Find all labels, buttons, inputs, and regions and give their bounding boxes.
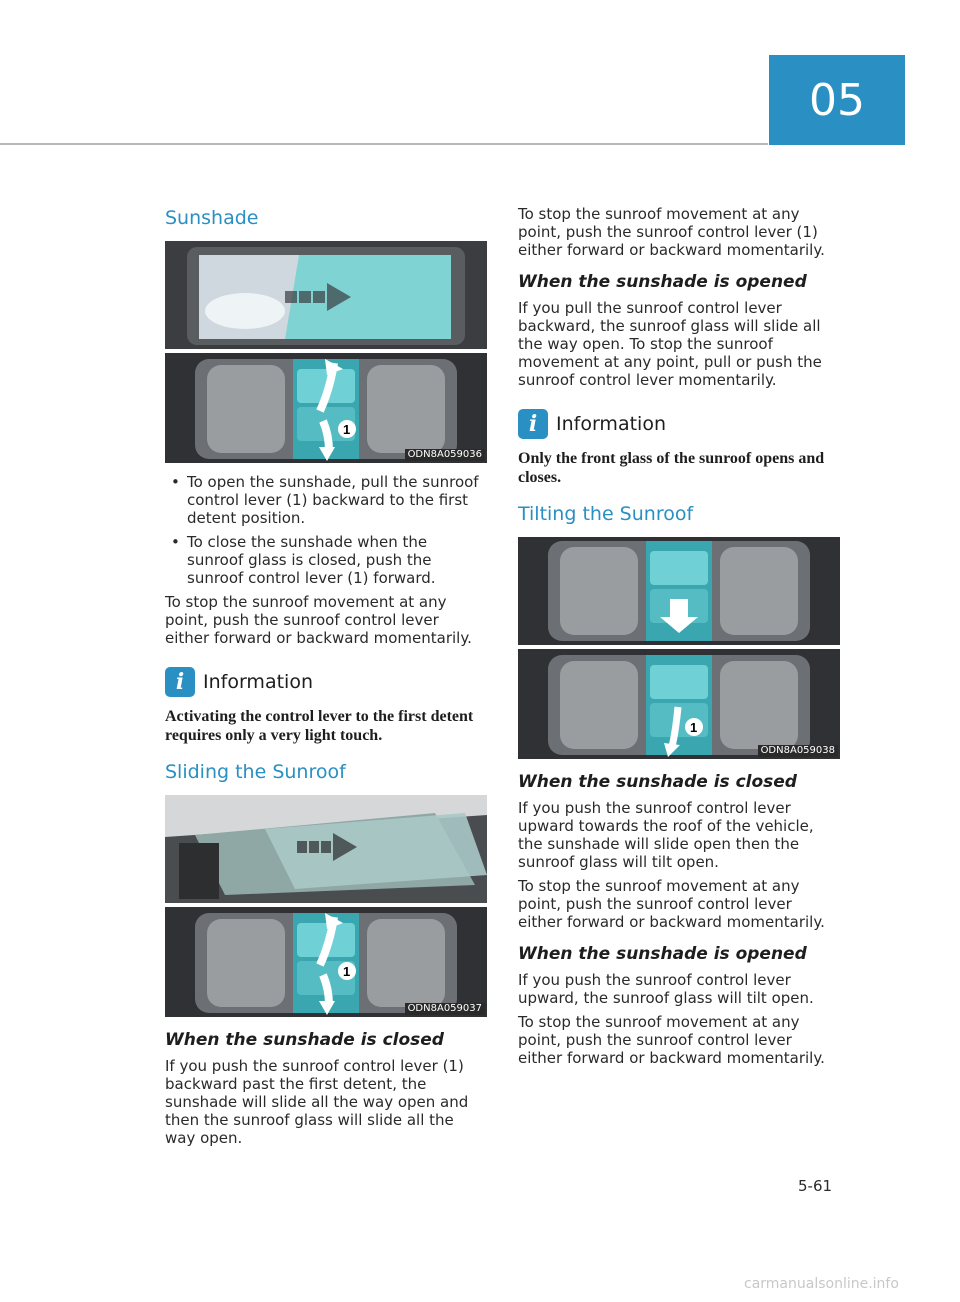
paragraph: If you push the sunroof control lever (1) backward past the first detent, the sunshade will slide all the way open and then the sunroof glass will slide all the way open. [165, 1057, 469, 1147]
subheading: When the sunshade is closed [518, 772, 797, 792]
sunshade-figure [165, 241, 487, 463]
right-column [518, 205, 840, 1073]
sliding-figure [165, 795, 487, 1017]
info-box [165, 667, 487, 745]
tilting-heading: Tilting the Sunroof [518, 503, 694, 525]
page-number: 5-61 [798, 1177, 833, 1195]
info-text: Activating the control lever to the first detent requires only a very light touch. [165, 708, 474, 744]
paragraph: To stop the sunroof movement at any point, push the sunroof control lever either forward or backward momentarily. [518, 1013, 825, 1067]
subheading: When the sunshade is opened [518, 944, 807, 964]
watermark: carmanualsonline.info [744, 1276, 899, 1292]
header-rule [0, 143, 768, 145]
sliding-illustration [165, 795, 487, 1017]
info-icon: i [518, 409, 548, 439]
paragraph: To stop the sunroof movement at any point, push the sunroof control lever either forward or backward momentarily. [518, 877, 825, 931]
figure-code: ODN8A059038 [758, 745, 838, 757]
left-column [165, 205, 487, 1153]
subheading: When the sunshade is closed [165, 1030, 444, 1050]
callout-number: 1 [690, 720, 698, 735]
sunshade-heading: Sunshade [165, 207, 259, 229]
paragraph: To stop the sunroof movement at any point, push the sunroof control lever either forward or backward momentarily. [165, 593, 472, 647]
sunshade-bullets [165, 473, 487, 587]
callout-number: 1 [343, 964, 351, 979]
sliding-heading: Sliding the Sunroof [165, 761, 346, 783]
paragraph: If you pull the sunroof control lever backward, the sunroof glass will slide all the way open. To stop the sunroof movement at any point, pull or push the sunroof control lever momentarily. [518, 299, 822, 389]
info-title: Information [203, 671, 313, 693]
tilting-figure [518, 537, 840, 759]
list-item: • To close the sunshade when the sunroof glass is closed, push the sunroof control lever (1) forward. [171, 533, 436, 587]
paragraph: To stop the sunroof movement at any point, push the sunroof control lever (1) either forward or backward momentarily. [518, 205, 825, 259]
info-icon: i [165, 667, 195, 697]
info-text: Only the front glass of the sunroof opens and closes. [518, 450, 825, 486]
figure-code: ODN8A059036 [405, 449, 485, 461]
paragraph: If you push the sunroof control lever upward towards the roof of the vehicle, the sunshade will slide open then the sunroof glass will tilt open. [518, 799, 814, 871]
info-box [518, 409, 840, 487]
subheading: When the sunshade is opened [518, 272, 807, 292]
list-item: • To open the sunshade, pull the sunroof control lever (1) backward to the first detent position. [171, 473, 479, 527]
info-title: Information [556, 413, 666, 435]
chapter-tab: 05 [769, 55, 905, 145]
paragraph: If you push the sunroof control lever upward, the sunroof glass will tilt open. [518, 971, 814, 1007]
tilting-illustration [518, 537, 840, 759]
figure-code: ODN8A059037 [405, 1003, 485, 1015]
callout-number: 1 [343, 422, 351, 437]
sunshade-illustration [165, 241, 487, 463]
